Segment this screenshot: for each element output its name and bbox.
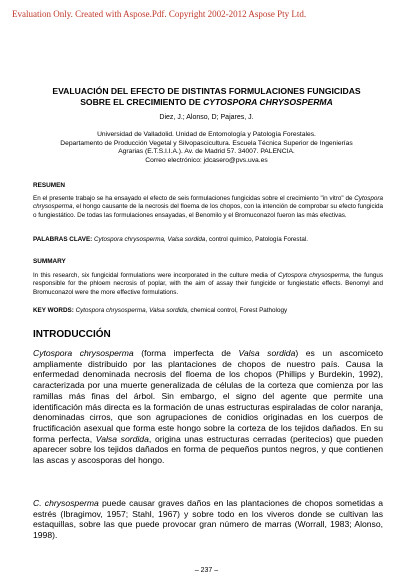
evaluation-watermark: Evaluation Only. Created with Aspose.Pdf. Copyright 2002-2012 Aspose Pty Ltd.: [12, 9, 307, 19]
authors: Diez, J.; Alonso, D; Pajares, J.: [159, 114, 254, 121]
palabras-clave: PALABRAS CLAVE: Cytospora chrysosperma, Valsa sordida, control químico, Patología Forestal.: [33, 236, 308, 243]
title-line-1: EVALUACIÓN DEL EFECTO DE DISTINTAS FORMULACIONES FUNGICIDAS: [52, 86, 361, 96]
title-line-2: SOBRE EL CRECIMIENTO DE CYTOSPORA CHRYSOSPERMA: [80, 97, 333, 107]
affiliation-email: Correo electrónico: jdcasero@pvs.uva.es: [145, 156, 268, 164]
affiliation: [48, 131, 365, 165]
page-number: – 237 –: [194, 567, 219, 574]
affiliation-line-2: Departamento de Producción Vegetal y Silvopascicultura. Escuela Técnica Superior de Ingenierías: [60, 139, 353, 147]
introduccion-paragraph-2: C. chrysosperma puede causar graves daños en las plantaciones de chopos sometidas a estrés (Ibragimov, 1957; Stahl, 1967) y sobre todo en los viveros donde se cultivan las estaquillas, sobre las que puede provocar gran número de marras (Worrall, 1983; Alonso, 1998).: [33, 498, 383, 541]
summary-heading: SUMMARY: [33, 258, 66, 265]
keywords: KEY WORDS: Cytospora chrysosperma, Valsa sordida, chemical control, Forest Pathology: [33, 307, 288, 314]
introduccion-paragraph-1: Cytospora chrysosperma (forma imperfecta de Valsa sordida) es un ascomiceto ampliamente distribuido por las plantaciones de chopos de nuestro país. Causa la enfermedad denominada necrosis del floema de los chopos (Phillips y Burdekin, 1992), caracterizada por una muerte generalizada de células de la corteza que comienza por las ramillas más finas del árbol. Sin embargo, el signo del agente que permite una identificación más directa es la formación de unas estructuras espiraladas de color naranja, denominadas cirros, que son agrupaciones de conidios originadas en los cuerpos de fructificación asexual que forma este hongo sobre la corteza de los tejidos dañados. En su forma perfecta, Valsa sordida, origina unas estructuras cerradas (peritecios) que pueden aparecer sobre los tejidos dañados en forma de pequeños puntos negros, y que contienen las ascas y ascosporas del hongo.: [33, 348, 383, 466]
affiliation-line-1: Universidad de Valladolid. Unidad de Entomología y Patología Forestales.: [97, 131, 316, 138]
paper-title: [40, 86, 373, 108]
introduccion-heading: INTRODUCCIÓN: [33, 329, 111, 340]
summary-text: In this research, six fungicidal formulations were incorporated in the culture media of Cytospora chrysosperma, the fungus responsible for the phloem necrosis of poplar, with the aim of assay their fungicide or fungiestatic effects. Benomyl and Bromuconazol were the more effective formulations.: [33, 272, 383, 296]
affiliation-line-3: Agrarias (E.T.S.I.I.A.). Av. de Madrid 57. 34007. PALENCIA.: [118, 148, 295, 156]
resumen-text: En el presente trabajo se ha ensayado el efecto de seis formulaciones fungicidas sobre el crecimiento "in vitro" de Cytospora chrysosperma, el hongo causante de la necrosis del floema de los chopos, con la intención de comprobar su efecto fungicida o fungiestático. De todas las formulaciones ensayadas, el Benomilo y el Bromuconazol fueron las más efectivas.: [33, 195, 383, 219]
resumen-heading: RESUMEN: [33, 182, 65, 189]
